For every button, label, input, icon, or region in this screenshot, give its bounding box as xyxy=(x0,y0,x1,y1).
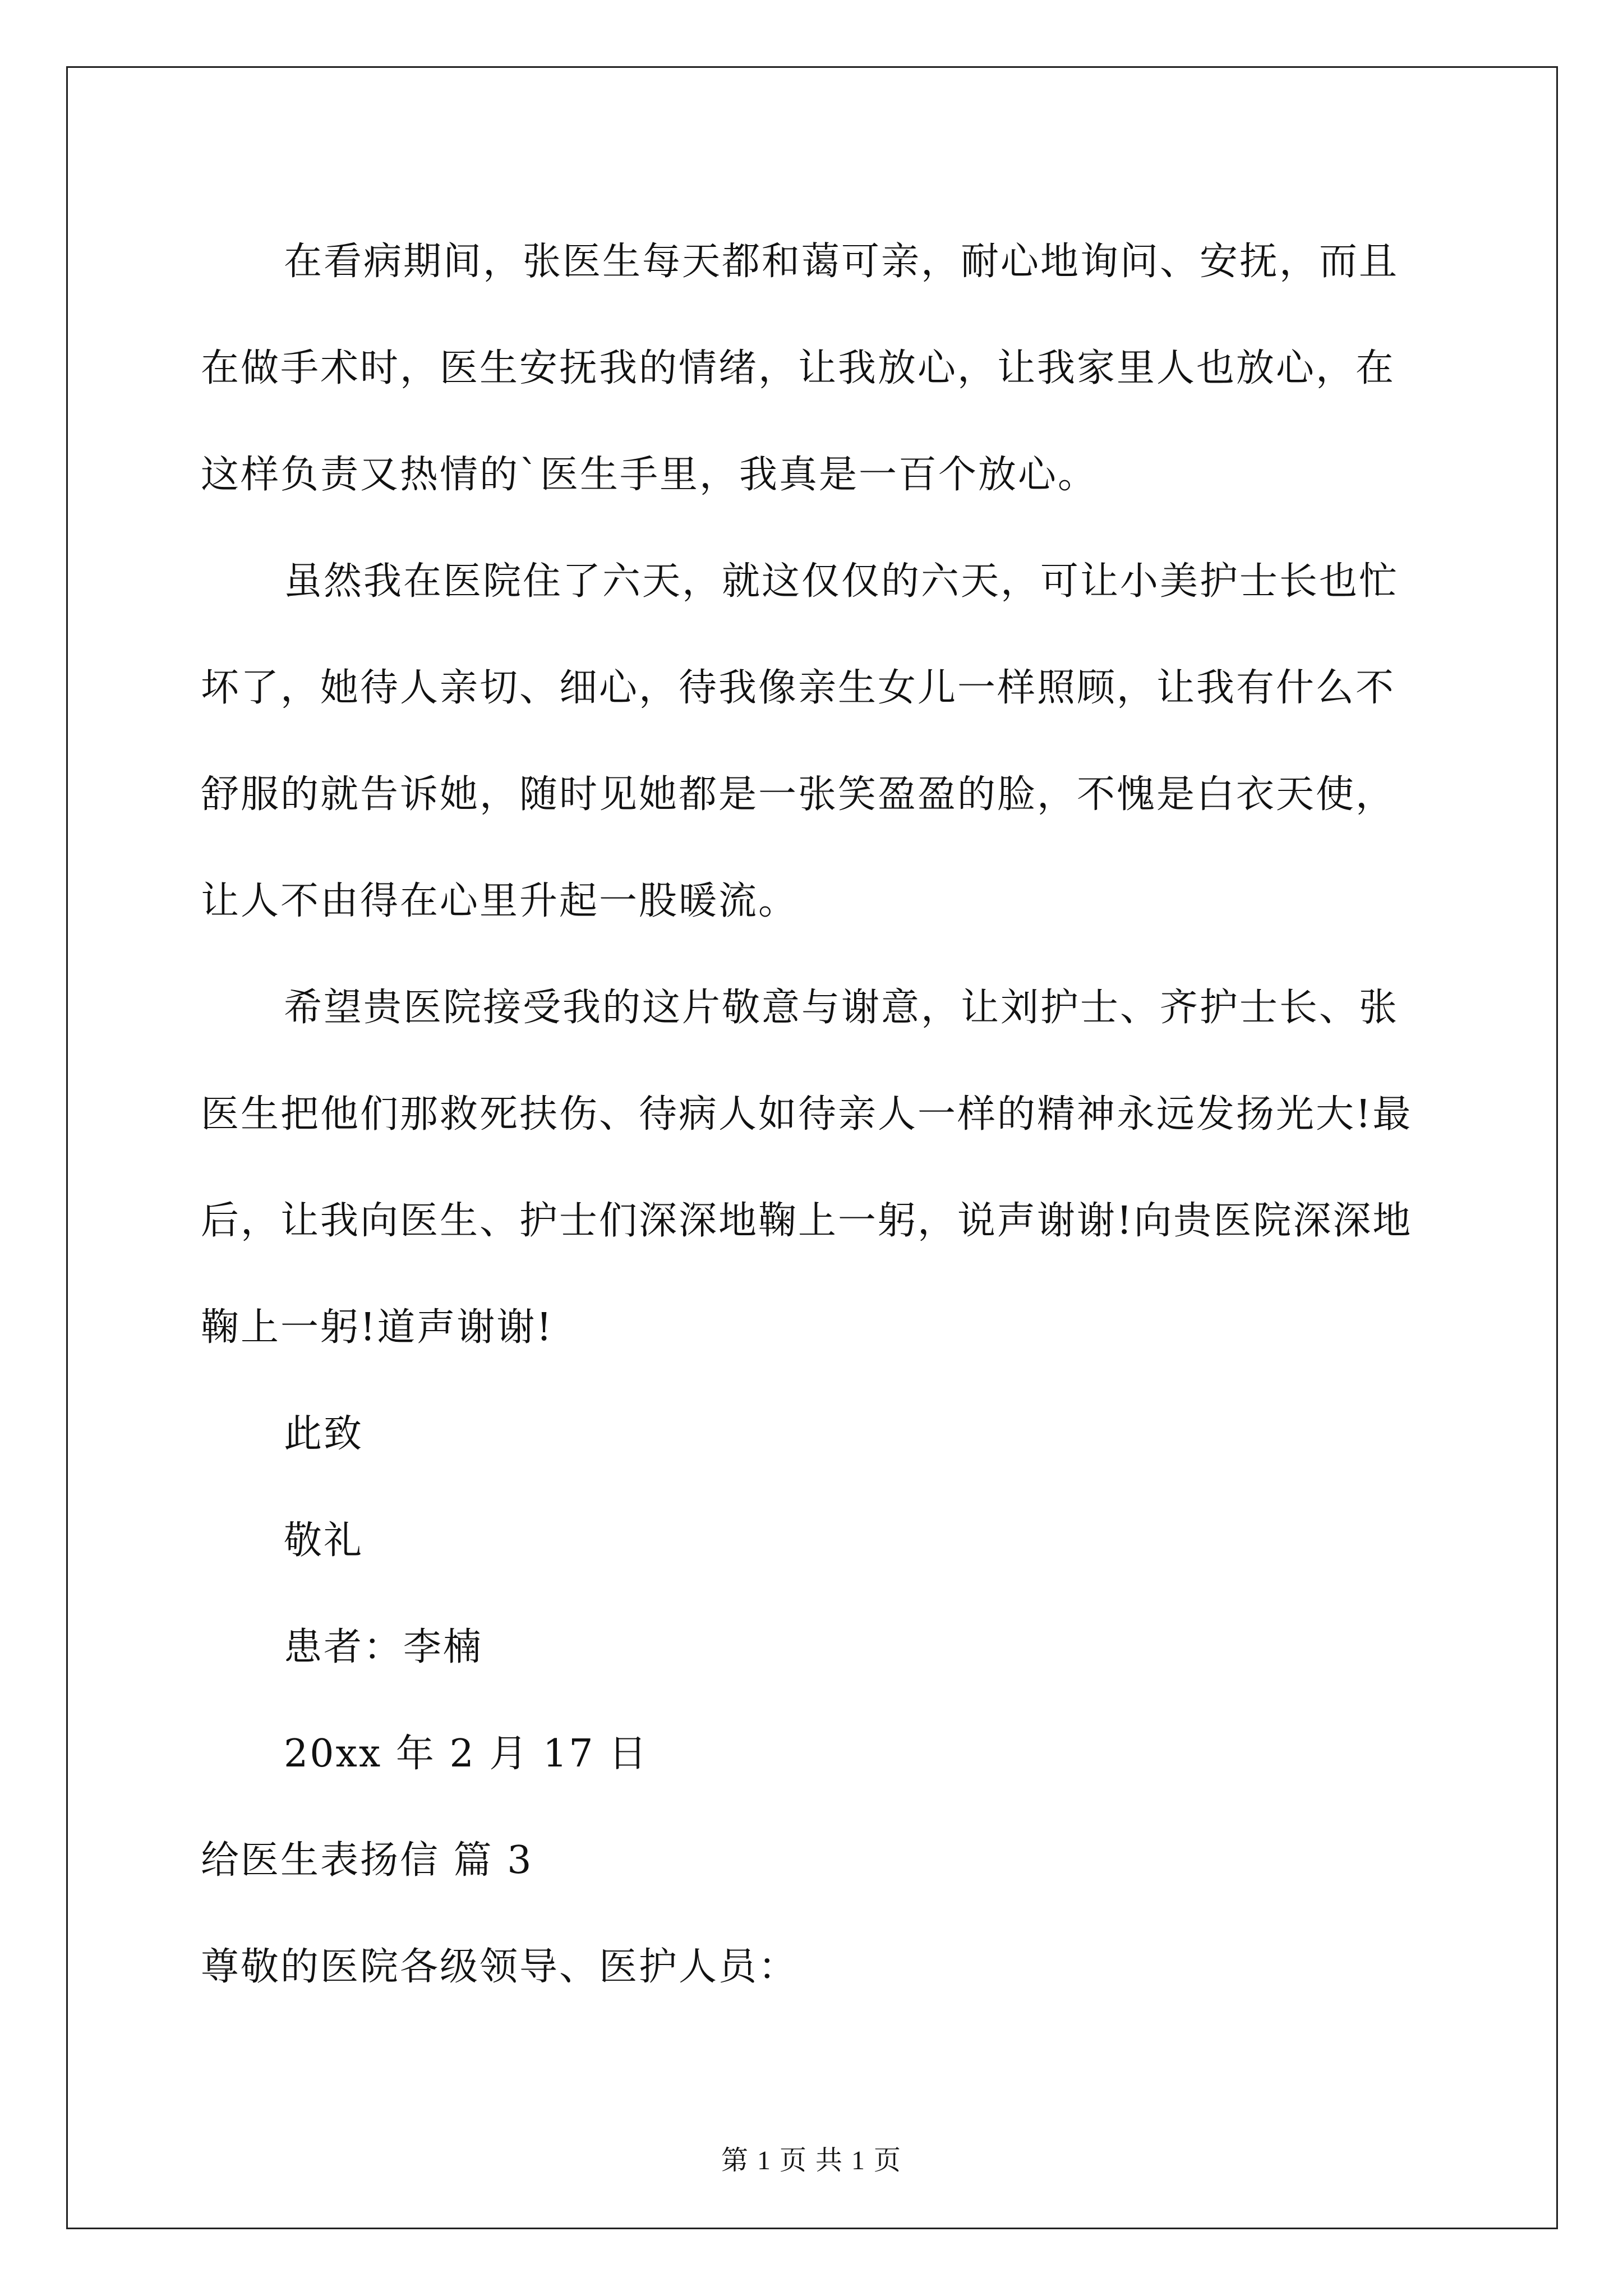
page-footer: 第 1 页 共 1 页 xyxy=(721,2146,902,2175)
signature: 患者：李楠 xyxy=(284,1625,483,1669)
letter-date: 20xx 年 2 月 17 日 xyxy=(284,1732,649,1776)
letter-body xyxy=(201,209,1429,2021)
salute-phrase: 敬礼 xyxy=(284,1519,364,1563)
paragraph-gratitude: 希望贵医院接受我的这片敬意与谢意，让刘护士、齐护士长、张医生把他们那救死扶伤、待病人如待亲人一样的精神永远发扬光大!最后，让我向医生、护士们深深地鞠上一躬，说声谢谢!向贵医院深深地鞠上一躬!道声谢谢! xyxy=(201,986,1413,1350)
salutation: 尊敬的医院各级领导、医护人员： xyxy=(201,1945,799,1989)
closing-phrase: 此致 xyxy=(284,1412,364,1456)
paragraph-nurse-care: 虽然我在医院住了六天，就这仅仅的六天，可让小美护士长也忙坏了，她待人亲切、细心，待我像亲生女儿一样照顾，让我有什么不舒服的就告诉她，随时见她都是一张笑盈盈的脸，不愧是白衣天使，让人不由得在心里升起一股暖流。 xyxy=(201,559,1399,923)
paragraph-doctor-care: 在看病期间，张医生每天都和蔼可亲，耐心地询问、安抚，而且在做手术时，医生安抚我的情绪，让我放心，让我家里人也放心，在这样负责又热情的`医生手里，我真是一百个放心。 xyxy=(201,240,1399,497)
section-heading: 给医生表扬信 篇 3 xyxy=(201,1838,533,1883)
